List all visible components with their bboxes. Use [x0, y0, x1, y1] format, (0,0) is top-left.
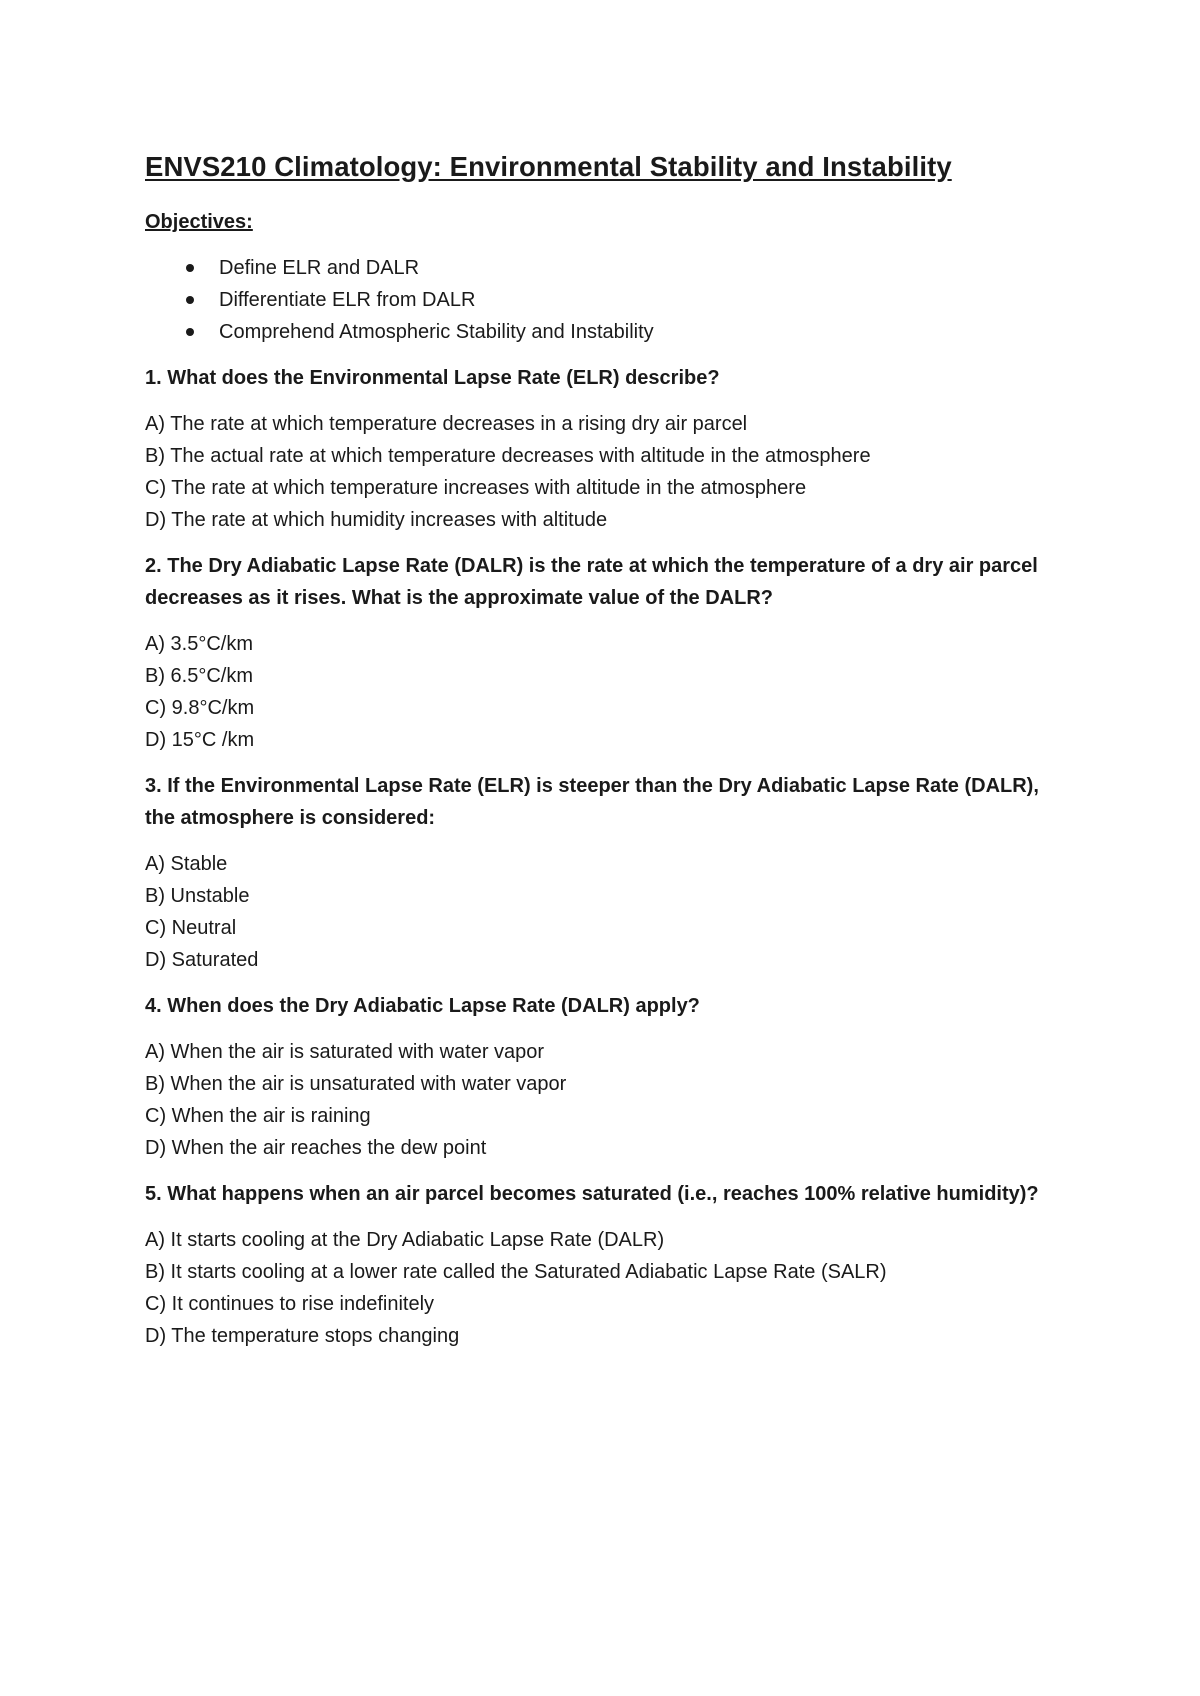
question-text: 2. The Dry Adiabatic Lapse Rate (DALR) is the rate at which the temperature of a dry air parcel decreases as it rises. What is the approximate value of the DALR?	[145, 555, 1038, 609]
answer-option: D) When the air reaches the dew point	[145, 1137, 487, 1159]
objectives-heading: Objectives:	[145, 211, 253, 233]
answer-option: D) The rate at which humidity increases with altitude	[145, 509, 608, 531]
document-content	[145, 148, 1065, 1366]
question-5	[145, 1178, 1065, 1352]
question-4	[145, 990, 1065, 1164]
answer-option: A) It starts cooling at the Dry Adiabatic Lapse Rate (DALR)	[145, 1229, 665, 1251]
bullet-icon	[186, 328, 194, 336]
bullet-icon	[186, 264, 194, 272]
answer-option: C) The rate at which temperature increases with altitude in the atmosphere	[145, 477, 807, 499]
answer-option: B) 6.5°C/km	[145, 665, 254, 687]
question-1	[145, 362, 1065, 536]
objective-item	[145, 284, 1065, 316]
question-text: 1. What does the Environmental Lapse Rate (ELR) describe?	[145, 367, 720, 389]
answer-option: C) 9.8°C/km	[145, 697, 255, 719]
answer-options	[145, 848, 1065, 976]
objectives-list	[145, 252, 1065, 348]
answer-option: B) The actual rate at which temperature decreases with altitude in the atmosphere	[145, 445, 871, 467]
question-text: 3. If the Environmental Lapse Rate (ELR) is steeper than the Dry Adiabatic Lapse Rate (DALR), the atmosphere is considered:	[145, 775, 1039, 829]
question-text: 5. What happens when an air parcel becomes saturated (i.e., reaches 100% relative humidity)?	[145, 1183, 1039, 1205]
answer-option: B) Unstable	[145, 885, 250, 907]
objective-item	[145, 252, 1065, 284]
answer-option: C) When the air is raining	[145, 1105, 371, 1127]
objective-text: Define ELR and DALR	[219, 257, 420, 279]
answer-options	[145, 628, 1065, 756]
answer-option: B) When the air is unsaturated with water vapor	[145, 1073, 567, 1095]
answer-option: A) The rate at which temperature decreases in a rising dry air parcel	[145, 413, 748, 435]
answer-option: D) Saturated	[145, 949, 259, 971]
question-3	[145, 770, 1065, 976]
answer-option: D) 15°C /km	[145, 729, 255, 751]
answer-options	[145, 1036, 1065, 1164]
answer-option: B) It starts cooling at a lower rate called the Saturated Adiabatic Lapse Rate (SALR)	[145, 1261, 887, 1283]
answer-option: C) It continues to rise indefinitely	[145, 1293, 435, 1315]
objective-text: Differentiate ELR from DALR	[219, 289, 476, 311]
answer-option: A) 3.5°C/km	[145, 633, 254, 655]
objective-text: Comprehend Atmospheric Stability and Instability	[219, 321, 654, 343]
answer-option: C) Neutral	[145, 917, 237, 939]
answer-option: D) The temperature stops changing	[145, 1325, 460, 1347]
objective-item	[145, 316, 1065, 348]
answer-option: A) Stable	[145, 853, 228, 875]
answer-options	[145, 1224, 1065, 1352]
bullet-icon	[186, 296, 194, 304]
question-2	[145, 550, 1065, 756]
question-text: 4. When does the Dry Adiabatic Lapse Rate (DALR) apply?	[145, 995, 700, 1017]
answer-options	[145, 408, 1065, 536]
document-title: ENVS210 Climatology: Environmental Stability and Instability	[145, 151, 952, 182]
answer-option: A) When the air is saturated with water vapor	[145, 1041, 545, 1063]
